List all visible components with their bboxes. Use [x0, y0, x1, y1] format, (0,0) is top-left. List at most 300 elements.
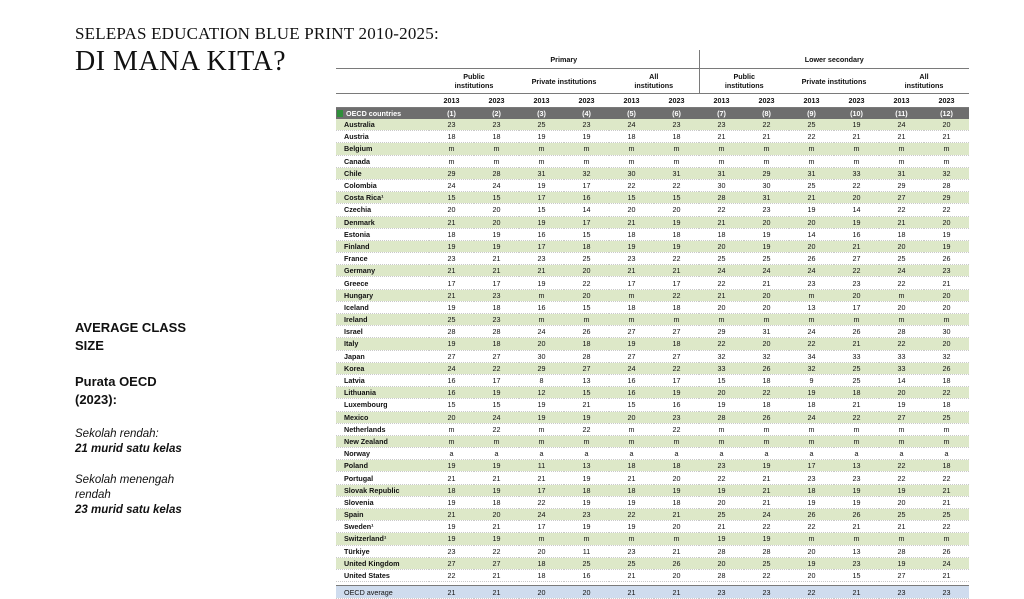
value-cell: 28	[429, 326, 474, 338]
sector-line1: Private institutions	[531, 76, 597, 86]
value-cell: 22	[789, 338, 834, 350]
value-cell: 24	[744, 509, 789, 521]
value-cell: m	[699, 143, 744, 155]
value-cell: 23	[609, 545, 654, 557]
value-cell: 19	[699, 484, 744, 496]
corner-cell-3	[336, 94, 429, 108]
value-cell: 18	[654, 496, 699, 508]
value-cell: 11	[564, 545, 609, 557]
average-value-cell: 23	[699, 586, 744, 599]
value-cell: a	[879, 448, 924, 460]
value-cell: 22	[699, 204, 744, 216]
value-cell: 18	[834, 387, 879, 399]
country-cell: Australia	[336, 119, 429, 131]
value-cell: 19	[744, 228, 789, 240]
value-cell: 25	[609, 557, 654, 569]
value-cell: 21	[924, 496, 969, 508]
value-cell: 21	[699, 131, 744, 143]
value-cell: 29	[519, 362, 564, 374]
value-cell: 19	[519, 216, 564, 228]
value-cell: 21	[744, 131, 789, 143]
value-cell: 15	[564, 387, 609, 399]
value-cell: 16	[609, 387, 654, 399]
value-cell: 23	[834, 472, 879, 484]
value-cell: 22	[609, 179, 654, 191]
value-cell: 20	[564, 265, 609, 277]
value-cell: 22	[924, 204, 969, 216]
value-cell: 25	[429, 314, 474, 326]
value-cell: 22	[654, 423, 699, 435]
table-row	[336, 362, 969, 374]
primary-label: Sekolah rendah:	[75, 428, 159, 440]
value-cell: 18	[654, 338, 699, 350]
lowersec-label-line2: rendah	[75, 489, 111, 501]
value-cell: 22	[654, 179, 699, 191]
value-cell: 18	[474, 338, 519, 350]
column-number: (2)	[474, 108, 519, 120]
value-cell: 21	[924, 569, 969, 581]
table-row	[336, 399, 969, 411]
country-cell: Lithuania	[336, 387, 429, 399]
value-cell: m	[654, 314, 699, 326]
value-cell: 13	[834, 460, 879, 472]
value-cell: 21	[834, 338, 879, 350]
table-row	[336, 338, 969, 350]
country-cell: Japan	[336, 350, 429, 362]
value-cell: 27	[429, 350, 474, 362]
column-number: (4)	[564, 108, 609, 120]
table-row	[336, 216, 969, 228]
value-cell: 28	[564, 350, 609, 362]
sector-line1: Public	[463, 72, 485, 81]
value-cell: m	[699, 435, 744, 447]
value-cell: 16	[564, 192, 609, 204]
average-value-cell: 23	[924, 586, 969, 599]
table-row	[336, 289, 969, 301]
country-cell: United Kingdom	[336, 557, 429, 569]
value-cell: 19	[789, 496, 834, 508]
value-cell: 20	[699, 387, 744, 399]
country-cell: Mexico	[336, 411, 429, 423]
value-cell: 19	[699, 399, 744, 411]
value-cell: 24	[789, 326, 834, 338]
value-cell: 19	[474, 533, 519, 545]
value-cell: 28	[474, 326, 519, 338]
value-cell: 28	[699, 545, 744, 557]
table-row	[336, 557, 969, 569]
value-cell: 21	[744, 472, 789, 484]
value-cell: m	[879, 423, 924, 435]
value-cell: 20	[834, 289, 879, 301]
value-cell: 19	[834, 496, 879, 508]
column-number: (11)	[879, 108, 924, 120]
value-cell: 19	[924, 240, 969, 252]
country-cell: Italy	[336, 338, 429, 350]
value-cell: m	[789, 435, 834, 447]
value-cell: 20	[789, 216, 834, 228]
value-cell: 13	[564, 374, 609, 386]
value-cell: 27	[879, 411, 924, 423]
value-cell: 22	[654, 362, 699, 374]
value-cell: 18	[474, 301, 519, 313]
value-cell: 21	[654, 265, 699, 277]
lowersec-value: 23 murid satu kelas	[75, 504, 182, 516]
value-cell: 19	[789, 204, 834, 216]
value-cell: 28	[744, 545, 789, 557]
sector-line2: institutions	[724, 81, 764, 90]
value-cell: m	[879, 289, 924, 301]
sector-line1: All	[919, 72, 929, 81]
value-cell: 21	[609, 216, 654, 228]
value-cell: 20	[474, 509, 519, 521]
table-row	[336, 472, 969, 484]
value-cell: 18	[564, 240, 609, 252]
value-cell: 31	[789, 167, 834, 179]
value-cell: 24	[609, 362, 654, 374]
value-cell: 19	[744, 460, 789, 472]
value-cell: 33	[834, 167, 879, 179]
year-header: 2023	[474, 94, 519, 108]
value-cell: 31	[744, 192, 789, 204]
value-cell: 22	[654, 253, 699, 265]
value-cell: m	[564, 143, 609, 155]
value-cell: a	[924, 448, 969, 460]
value-cell: 18	[654, 131, 699, 143]
value-cell: 22	[609, 509, 654, 521]
value-cell: 19	[564, 521, 609, 533]
slide-subtitle: SELEPAS EDUCATION BLUE PRINT 2010-2025:	[75, 24, 439, 43]
country-cell: Poland	[336, 460, 429, 472]
table-row	[336, 192, 969, 204]
value-cell: 31	[699, 167, 744, 179]
value-cell: 19	[834, 119, 879, 131]
country-cell: Colombia	[336, 179, 429, 191]
sector-line1: All	[649, 72, 659, 81]
value-cell: 26	[744, 362, 789, 374]
column-number: (1)	[429, 108, 474, 120]
value-cell: 27	[879, 192, 924, 204]
value-cell: m	[519, 289, 564, 301]
value-cell: 23	[699, 460, 744, 472]
value-cell: 21	[429, 265, 474, 277]
country-cell: Costa Rica¹	[336, 192, 429, 204]
value-cell: 18	[474, 496, 519, 508]
value-cell: 22	[879, 472, 924, 484]
value-cell: 20	[744, 301, 789, 313]
value-cell: 20	[654, 569, 699, 581]
sector-line2: institutions	[454, 81, 494, 90]
value-cell: 22	[924, 521, 969, 533]
value-cell: 29	[429, 167, 474, 179]
oecd-average-row	[336, 586, 969, 599]
value-cell: 20	[654, 521, 699, 533]
column-number-row	[336, 108, 969, 120]
value-cell: 22	[834, 265, 879, 277]
value-cell: m	[429, 423, 474, 435]
value-cell: m	[609, 533, 654, 545]
value-cell: 19	[609, 240, 654, 252]
value-cell: a	[564, 448, 609, 460]
value-cell: 16	[519, 301, 564, 313]
value-cell: 18	[789, 484, 834, 496]
value-cell: m	[744, 155, 789, 167]
country-cell: Austria	[336, 131, 429, 143]
value-cell: 19	[519, 411, 564, 423]
value-cell: 31	[879, 167, 924, 179]
table-row	[336, 435, 969, 447]
value-cell: 21	[834, 521, 879, 533]
country-cell: Latvia	[336, 374, 429, 386]
class-size-table	[336, 50, 969, 599]
sector-header	[879, 69, 969, 94]
value-cell: 22	[429, 569, 474, 581]
value-cell: 18	[699, 228, 744, 240]
year-header: 2013	[789, 94, 834, 108]
country-cell: Estonia	[336, 228, 429, 240]
sector-line2: institutions	[634, 81, 674, 90]
value-cell: 17	[519, 521, 564, 533]
average-value-cell: 20	[564, 586, 609, 599]
value-cell: 18	[609, 301, 654, 313]
value-cell: 22	[924, 387, 969, 399]
country-cell: Israel	[336, 326, 429, 338]
value-cell: 18	[429, 484, 474, 496]
value-cell: 28	[474, 167, 519, 179]
value-cell: 27	[564, 362, 609, 374]
value-cell: m	[879, 435, 924, 447]
value-cell: 22	[879, 460, 924, 472]
value-cell: 21	[654, 509, 699, 521]
value-cell: 22	[699, 338, 744, 350]
value-cell: 30	[744, 179, 789, 191]
column-number: (6)	[654, 108, 699, 120]
value-cell: 21	[474, 253, 519, 265]
value-cell: 19	[834, 484, 879, 496]
table-row	[336, 350, 969, 362]
value-cell: 20	[609, 411, 654, 423]
year-header: 2023	[564, 94, 609, 108]
value-cell: 19	[519, 179, 564, 191]
value-cell: 23	[654, 411, 699, 423]
value-cell: 19	[879, 399, 924, 411]
value-cell: m	[519, 533, 564, 545]
value-cell: 21	[789, 192, 834, 204]
value-cell: m	[654, 435, 699, 447]
value-cell: 32	[789, 362, 834, 374]
value-cell: 19	[834, 216, 879, 228]
value-cell: 18	[924, 399, 969, 411]
value-cell: 19	[429, 301, 474, 313]
value-cell: 23	[789, 472, 834, 484]
value-cell: 24	[924, 557, 969, 569]
country-cell: Luxembourg	[336, 399, 429, 411]
value-cell: 33	[879, 350, 924, 362]
year-header: 2023	[744, 94, 789, 108]
value-cell: 23	[474, 289, 519, 301]
country-cell: Norway	[336, 448, 429, 460]
table-row	[336, 228, 969, 240]
average-value-cell: 21	[834, 586, 879, 599]
country-cell: Spain	[336, 509, 429, 521]
country-cell: Portugal	[336, 472, 429, 484]
year-header-row	[336, 94, 969, 108]
value-cell: m	[834, 155, 879, 167]
value-cell: 20	[879, 240, 924, 252]
value-cell: a	[429, 448, 474, 460]
table-row	[336, 240, 969, 252]
column-number: (10)	[834, 108, 879, 120]
table-row	[336, 423, 969, 435]
value-cell: m	[789, 289, 834, 301]
value-cell: 22	[744, 569, 789, 581]
sector-header	[699, 69, 789, 94]
table-row	[336, 411, 969, 423]
value-cell: m	[789, 155, 834, 167]
value-cell: 19	[429, 496, 474, 508]
value-cell: 17	[564, 179, 609, 191]
value-cell: m	[609, 423, 654, 435]
value-cell: 21	[564, 399, 609, 411]
value-cell: 19	[744, 533, 789, 545]
value-cell: m	[609, 155, 654, 167]
value-cell: 19	[519, 277, 564, 289]
value-cell: m	[564, 435, 609, 447]
value-cell: 21	[744, 484, 789, 496]
value-cell: m	[429, 143, 474, 155]
value-cell: 24	[789, 411, 834, 423]
value-cell: 23	[564, 509, 609, 521]
value-cell: m	[519, 314, 564, 326]
value-cell: 21	[474, 521, 519, 533]
value-cell: 9	[789, 374, 834, 386]
value-cell: 21	[924, 277, 969, 289]
sector-header-row	[336, 69, 969, 94]
value-cell: 19	[609, 496, 654, 508]
value-cell: 21	[609, 265, 654, 277]
value-cell: 32	[924, 350, 969, 362]
value-cell: 21	[699, 289, 744, 301]
value-cell: 13	[564, 460, 609, 472]
column-number: (9)	[789, 108, 834, 120]
value-cell: 16	[519, 228, 564, 240]
value-cell: 18	[564, 338, 609, 350]
value-cell: m	[474, 435, 519, 447]
value-cell: 31	[744, 326, 789, 338]
value-cell: m	[924, 533, 969, 545]
value-cell: m	[924, 143, 969, 155]
value-cell: 28	[879, 545, 924, 557]
value-cell: m	[654, 155, 699, 167]
value-cell: 19	[879, 557, 924, 569]
value-cell: 22	[924, 472, 969, 484]
group-label: OECD countries	[346, 109, 402, 118]
table-row	[336, 545, 969, 557]
value-cell: 24	[609, 119, 654, 131]
value-cell: 25	[519, 119, 564, 131]
value-cell: m	[699, 314, 744, 326]
value-cell: m	[789, 314, 834, 326]
value-cell: 20	[879, 301, 924, 313]
value-cell: m	[834, 314, 879, 326]
value-cell: 25	[834, 374, 879, 386]
year-header: 2023	[654, 94, 699, 108]
value-cell: 23	[609, 253, 654, 265]
value-cell: 22	[744, 387, 789, 399]
value-cell: 19	[609, 338, 654, 350]
value-cell: 17	[654, 374, 699, 386]
value-cell: 30	[519, 350, 564, 362]
value-cell: 24	[474, 411, 519, 423]
value-cell: 33	[879, 362, 924, 374]
value-cell: m	[609, 314, 654, 326]
table-row	[336, 448, 969, 460]
value-cell: 21	[834, 399, 879, 411]
table-row	[336, 509, 969, 521]
value-cell: 22	[834, 179, 879, 191]
value-cell: 21	[834, 240, 879, 252]
value-cell: 22	[474, 362, 519, 374]
value-cell: 25	[789, 179, 834, 191]
value-cell: 17	[474, 277, 519, 289]
value-cell: 27	[429, 557, 474, 569]
value-cell: 19	[429, 338, 474, 350]
value-cell: 22	[744, 521, 789, 533]
country-cell: Slovak Republic	[336, 484, 429, 496]
value-cell: a	[474, 448, 519, 460]
value-cell: 18	[609, 460, 654, 472]
value-cell: 8	[519, 374, 564, 386]
value-cell: 26	[834, 326, 879, 338]
value-cell: 19	[609, 521, 654, 533]
value-cell: 21	[609, 472, 654, 484]
value-cell: 18	[609, 228, 654, 240]
value-cell: m	[429, 435, 474, 447]
avg-title	[75, 373, 305, 409]
value-cell: 20	[429, 204, 474, 216]
value-cell: a	[789, 448, 834, 460]
corner-cell-2	[336, 69, 429, 94]
value-cell: 27	[609, 350, 654, 362]
value-cell: 21	[879, 521, 924, 533]
value-cell: 15	[474, 192, 519, 204]
table-row	[336, 167, 969, 179]
value-cell: m	[654, 533, 699, 545]
value-cell: 20	[834, 192, 879, 204]
year-header: 2013	[429, 94, 474, 108]
value-cell: m	[609, 143, 654, 155]
value-cell: m	[879, 314, 924, 326]
value-cell: 19	[474, 228, 519, 240]
value-cell: 25	[744, 557, 789, 569]
value-cell: 20	[924, 119, 969, 131]
value-cell: 25	[879, 509, 924, 521]
value-cell: 17	[474, 374, 519, 386]
value-cell: 19	[564, 472, 609, 484]
value-cell: 20	[519, 545, 564, 557]
value-cell: 18	[924, 460, 969, 472]
value-cell: 27	[609, 326, 654, 338]
value-cell: m	[699, 155, 744, 167]
year-header: 2023	[834, 94, 879, 108]
value-cell: 21	[924, 131, 969, 143]
value-cell: 22	[564, 423, 609, 435]
value-cell: 20	[924, 289, 969, 301]
value-cell: 20	[789, 240, 834, 252]
value-cell: m	[879, 143, 924, 155]
average-value-cell: 22	[789, 586, 834, 599]
value-cell: 22	[699, 277, 744, 289]
value-cell: m	[879, 533, 924, 545]
